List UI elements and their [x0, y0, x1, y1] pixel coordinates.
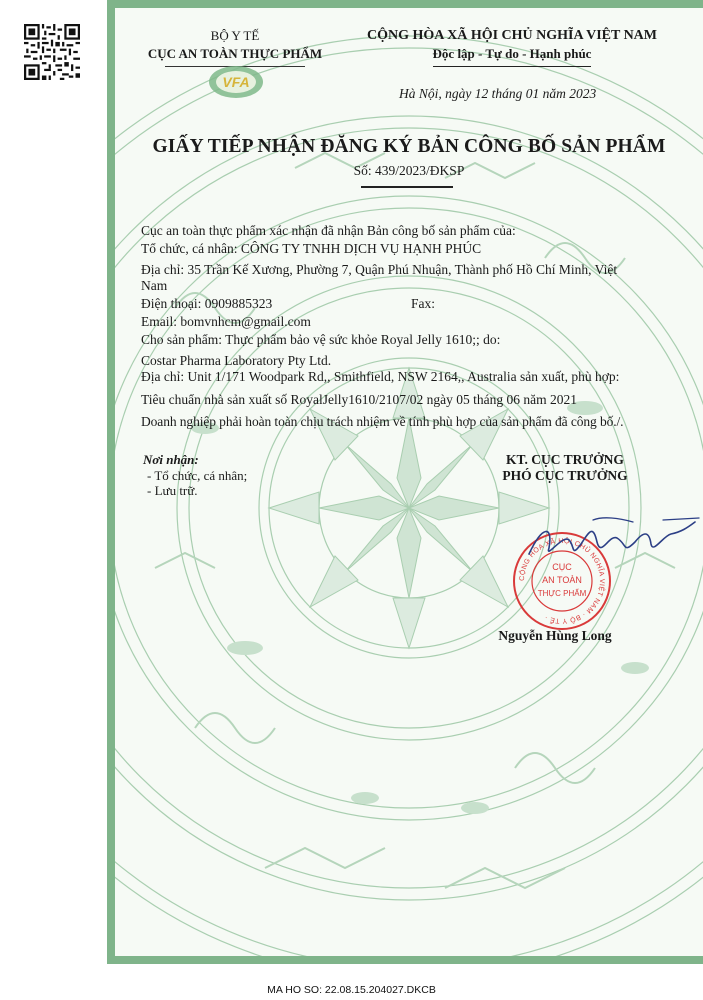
vfa-logo-text: VFA	[222, 74, 250, 90]
dossier-code: MA HO SO: 22.08.15.204027.DKCB	[267, 984, 436, 996]
svg-text:CỘNG HÒA XÃ HỘI CHỦ NGHĨA VIỆT: CỘNG HÒA XÃ HỘI CHỦ NGHĨA VIỆT NAM · BỘ Y TẾ ·	[518, 537, 606, 625]
motto: Độc lập - Tự do - Hạnh phúc	[432, 46, 592, 61]
signature-title-2: PHÓ CỤC TRƯỞNG	[502, 468, 628, 483]
svg-text:AN TOÀN: AN TOÀN	[542, 575, 582, 585]
svg-text:CỤC: CỤC	[552, 562, 572, 572]
fax: Fax:	[411, 296, 436, 311]
responsibility: Doanh nghiệp phải hoàn toàn chịu trách nhiệm về tính phù hợp của sản phẩm đã công bố./.	[141, 414, 624, 429]
recipient-item: - Lưu trữ.	[147, 483, 198, 498]
standard: Tiêu chuẩn nhà sản xuất số RoyalJelly1610/2107/02 ngày 05 tháng 06 năm 2021	[141, 392, 577, 407]
certificate-frame	[107, 0, 703, 964]
signature-title-1: KT. CỤC TRƯỞNG	[506, 452, 624, 467]
document-number: Số: 439/2023/ĐKSP	[353, 163, 465, 178]
phone: Điện thoại: 0909885323	[141, 296, 273, 311]
address-line-2: Nam	[141, 278, 168, 293]
recipient-item: - Tổ chức, cá nhân;	[147, 468, 248, 483]
vfa-logo	[207, 64, 265, 100]
manufacturer-address: Địa chỉ: Unit 1/171 Woodpark Rd,, Smithfield, NSW 2164,, Australia sản xuất, phù hợp:	[141, 369, 620, 384]
recipients-heading: Nơi nhận:	[143, 452, 199, 467]
place-date: Hà Nội, ngày 12 tháng 01 năm 2023	[399, 86, 597, 101]
manufacturer: Costar Pharma Laboratory Pty Ltd.	[141, 353, 332, 368]
qr-code	[24, 24, 80, 80]
organization: Tổ chức, cá nhân: CÔNG TY TNHH DỊCH VỤ HẠNH PHÚC	[141, 241, 482, 256]
address-line-1: Địa chỉ: 35 Trần Kế Xương, Phường 7, Quận Phú Nhuận, Thành phố Hồ Chí Minh, Việt	[141, 262, 618, 277]
handwritten-signature	[523, 514, 701, 568]
svg-text:THỰC PHẨM: THỰC PHẨM	[537, 589, 587, 598]
product: Cho sản phẩm: Thực phẩm bảo vệ sức khỏe Royal Jelly 1610;; do:	[141, 332, 501, 347]
document-title: GIẤY TIẾP NHẬN ĐĂNG KÝ BẢN CÔNG BỐ SẢN PHẨM	[152, 136, 666, 157]
agency-name: CỤC AN TOÀN THỰC PHẨM	[147, 46, 323, 61]
email: Email: bomvnhcm@gmail.com	[141, 314, 311, 329]
ministry-name: BỘ Y TẾ	[210, 28, 260, 43]
intro-text: Cục an toàn thực phẩm xác nhận đã nhận Bản công bố sản phẩm của:	[141, 223, 516, 238]
country-name: CỘNG HÒA XÃ HỘI CHỦ NGHĨA VIỆT NAM	[366, 28, 657, 43]
certificate-paper	[115, 8, 703, 956]
signer-name: Nguyễn Hùng Long	[498, 628, 612, 643]
